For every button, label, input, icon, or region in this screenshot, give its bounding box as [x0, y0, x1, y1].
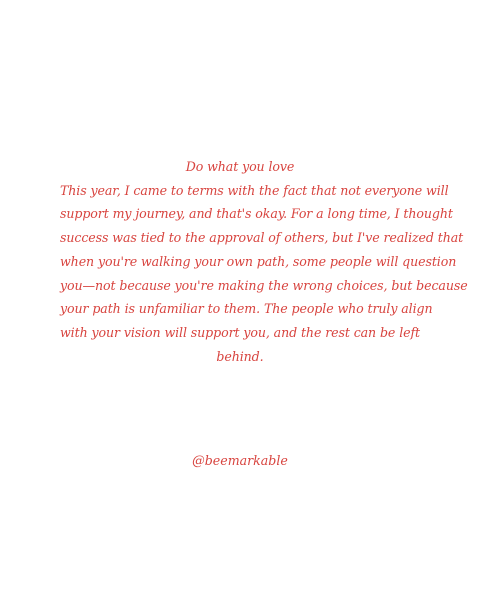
quote-title: Do what you love — [185, 159, 295, 174]
quote-line: when you're walking your own path, some people will question — [60, 253, 457, 269]
quote-line: you—not because you're making the wrong choices, but because — [60, 277, 468, 293]
quote-text-block — [60, 155, 468, 368]
quote-line: success was tied to the approval of others, but I've realized that — [60, 230, 464, 246]
quote-line: This year, I came to terms with the fact that not everyone will — [60, 182, 449, 198]
quote-line: behind. — [216, 348, 264, 364]
quote-line: your path is unfamiliar to them. The people who truly align — [60, 301, 433, 317]
author-handle: @beemarkable — [192, 453, 288, 468]
quote-line: support my journey, and that's okay. For a long time, I thought — [60, 206, 453, 222]
quote-line: with your vision will support you, and the rest can be left — [60, 324, 420, 340]
